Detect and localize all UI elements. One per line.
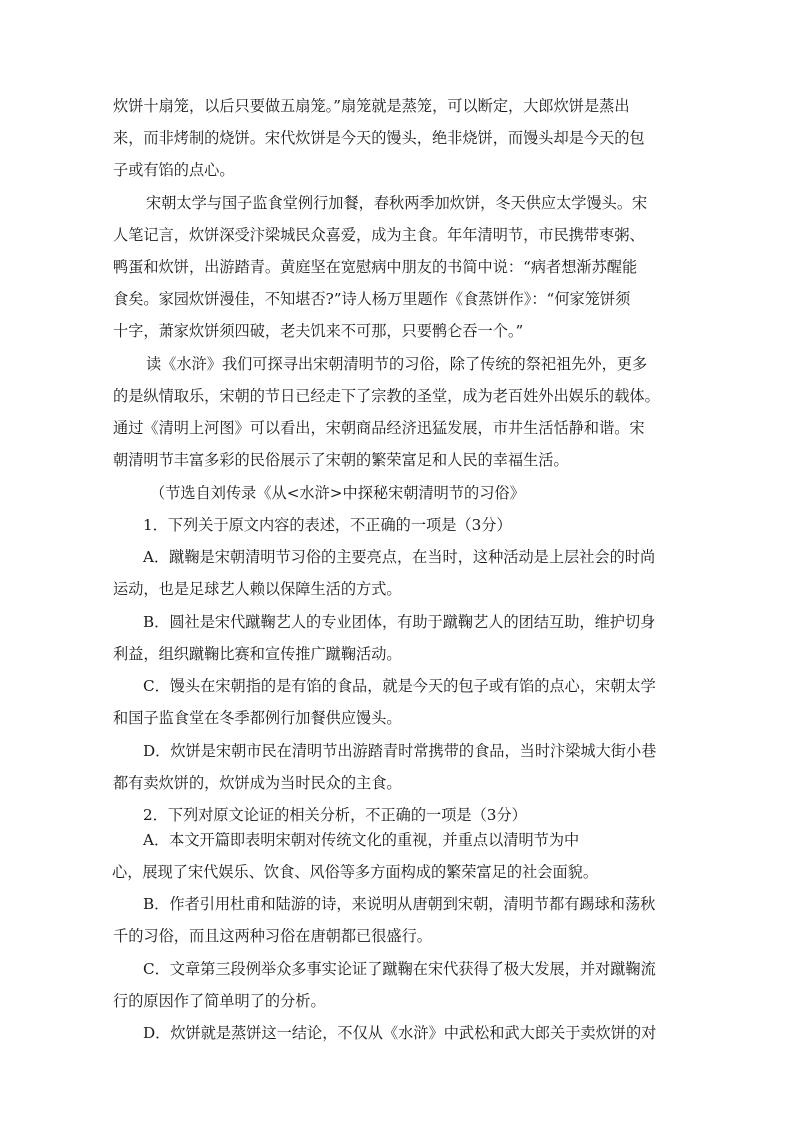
text-line: 朝清明节丰富多彩的民俗展示了宋朝的繁荣富足和人民的幸福生活。	[113, 451, 569, 469]
text-line: 人笔记言，炊饼深受汴梁城民众喜爱，成为主食。年年清明节，市民携带枣粥、	[113, 226, 645, 244]
option-2a-cont: 心，展现了宋代娱乐、饮食、风俗等多方面构成的繁荣富足的社会面貌。	[112, 863, 598, 881]
option-1d-cont: 都有卖炊饼的，炊饼成为当时民众的主食。	[113, 774, 402, 792]
text-line: 宋朝太学与国子监食堂例行加餐，春秋两季加炊饼，冬天供应太学馒头。宋	[146, 194, 648, 212]
text-line: 子或有馅的点心。	[113, 161, 235, 179]
option-1c-cont: 和国子监食堂在冬季都例行加餐供应馒头。	[113, 709, 402, 727]
text-line: 食矣。家园炊饼漫佳，不知堪否?”诗人杨万里题作《食蒸饼作》：“何家笼饼须	[113, 290, 631, 308]
question-1-stem: 1．下列关于原文内容的表述，不正确的一项是（3分）	[143, 516, 512, 534]
option-1c: C．馒头在宋朝指的是有馅的食品，就是今天的包子或有馅的点心，宋朝太学	[143, 677, 656, 695]
option-2a: A．本文开篇即表明宋朝对传统文化的重视，并重点以清明节为中	[143, 831, 580, 849]
question-2-stem: 2．下列对原文论证的相关分析，不正确的一项是（3分）	[143, 806, 527, 824]
option-2b: B．作者引用杜甫和陆游的诗，来说明从唐朝到宋朝，清明节都有踢球和荡秋	[143, 895, 656, 913]
option-2c: C．文章第三段例举众多事实论证了蹴鞠在宋代获得了极大发展，并对蹴鞠流	[143, 960, 656, 978]
text-line: 通过《清明上河图》可以看出，宋朝商品经济迅猛发展，市井生活恬静和谐。宋	[113, 419, 645, 437]
text-line: 来，而非烤制的烧饼。宋代炊饼是今天的馒头，绝非烧饼，而馒头却是今天的包	[113, 129, 645, 147]
option-1b-cont: 利益，组织蹴鞠比赛和宣传推广蹴鞠活动。	[113, 645, 402, 663]
option-2d: D．炊饼就是蒸饼这一结论，不仅从《水浒》中武松和武大郎关于卖炊饼的对	[143, 1024, 657, 1042]
source-citation: （节选自刘传录《从<水浒>中探秘宋朝清明节的习俗》	[150, 484, 525, 502]
option-1a: A．蹴鞠是宋朝清明节习俗的主要亮点，在当时，这种活动是上层社会的时尚	[143, 548, 656, 566]
option-1b: B．圆社是宋代蹴鞠艺人的专业团体，有助于蹴鞠艺人的团结互助，维护切身	[143, 613, 656, 631]
text-line: 读《水浒》我们可探寻出宋朝清明节的习俗，除了传统的祭祀祖先外，更多	[146, 355, 648, 373]
text-line: 鸭蛋和炊饼，出游踏青。黄庭坚在宽慰病中朋友的书简中说：“病者想渐苏醒能	[113, 258, 638, 276]
text-line: 十字，萧家炊饼须四破，老夫饥来不可那，只要鹘仑吞一个。”	[113, 322, 524, 340]
text-line: 炊饼十扇笼，以后只要做五扇笼。”扇笼就是蒸笼，可以断定，大郎炊饼是蒸出	[113, 97, 630, 115]
option-2b-cont: 千的习俗，而且这两种习俗在唐朝都已很盛行。	[113, 927, 432, 945]
option-1a-cont: 运动，也是足球艺人赖以保障生活的方式。	[113, 580, 402, 598]
text-line: 的是纵情取乐，宋朝的节日已经走下了宗教的圣堂，成为老百姓外出娱乐的载体。	[113, 387, 660, 405]
option-2c-cont: 行的原因作了简单明了的分析。	[113, 992, 326, 1010]
option-1d: D．炊饼是宋朝市民在清明节出游踏青时常携带的食品，当时汴梁城大街小巷	[143, 742, 657, 760]
